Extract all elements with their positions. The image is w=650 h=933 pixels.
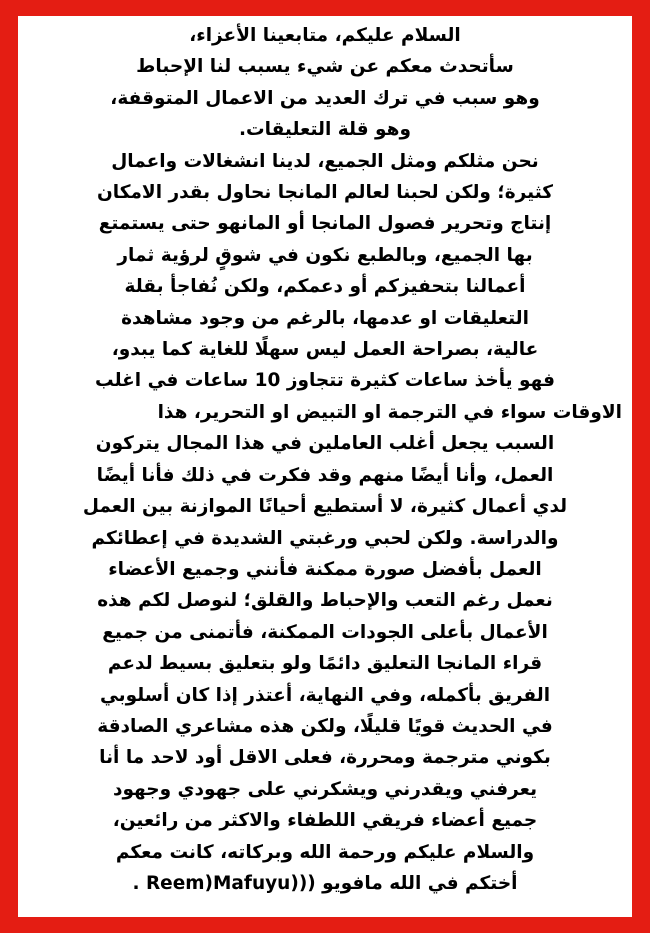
- signature-line: [28, 868, 622, 899]
- message-line: الأعمال بأعلى الجودات الممكنة، فأتمنى من جميع: [102, 621, 548, 643]
- message-line: نعمل رغم التعب والإحباط والقلق؛ لنوصل لكم هذه: [97, 590, 553, 612]
- message-panel: [18, 16, 632, 917]
- message-line: سأتحدث معكم عن شيء يسبب لنا الإحباط: [136, 56, 514, 78]
- message-line: والدراسة. ولكن لحبي ورغبتي الشديدة في إعطائكم: [91, 527, 559, 549]
- message-line: أعمالنا بتحفيزكم أو دعمكم، ولكن نُفاجأ بقلة: [124, 276, 526, 298]
- message-line: السبب يجعل أغلب العاملين في هذا المجال يتركون: [95, 433, 555, 455]
- signature-prefix: أختكم في الله مافويو ((: [298, 872, 518, 894]
- message-line: الفريق بأكمله، وفي النهاية، أعتذر إذا كان أسلوبي: [99, 684, 551, 706]
- signature-name: Reem)Mafuyu): [145, 872, 299, 894]
- message-line: بكوني مترجمة ومحررة، فعلى الاقل أود لاحد ما أنا: [99, 747, 551, 769]
- message-line: لدي أعمال كثيرة، لا أستطيع أحيانًا الموازنة بين العمل: [82, 496, 568, 518]
- message-line: الاوقات سواء في الترجمة او التبيض او التحرير، هذا: [157, 401, 622, 423]
- message-line: وهو قلة التعليقات.: [239, 119, 411, 141]
- message-line: قراء المانجا التعليق دائمًا ولو بتعليق بسيط لدعم: [107, 653, 543, 675]
- message-line: نحن مثلكم ومثل الجميع، لدينا انشغالات واعمال: [111, 150, 539, 172]
- message-line: العمل، وأنا أيضًا منهم وقد فكرت في ذلك فأنا أيضًا: [96, 464, 554, 486]
- message-line: جميع أعضاء فريقي اللطفاء والاكثر من رائعين،: [112, 810, 538, 832]
- message-line: في الحديث قويًا قليلًا، ولكن هذه مشاعري الصادقة: [97, 715, 553, 737]
- message-line: السلام عليكم، متابعينا الأعزاء،: [189, 25, 461, 46]
- message-line: عالية، بصراحة العمل ليس سهلًا للغاية كما يبدو،: [111, 339, 539, 361]
- signature-suffix: .: [132, 872, 146, 894]
- message-line: التعليقات او عدمها، بالرغم من وجود مشاهدة: [121, 307, 529, 329]
- message-line: بها الجميع، وبالطبع نكون في شوقٍ لرؤية ثمار: [117, 244, 533, 266]
- message-line: والسلام عليكم ورحمة الله وبركاته، كانت معكم: [115, 841, 535, 863]
- message-body: [28, 20, 622, 899]
- message-line: وهو سبب في ترك العديد من الاعمال المتوقفة،: [110, 87, 540, 109]
- message-line: إنتاج وتحرير فصول المانجا أو المانهو حتى يستمتع: [98, 213, 552, 235]
- message-line: كثيرة؛ ولكن لحبنا لعالم المانجا نحاول بقدر الامكان: [96, 182, 554, 204]
- message-line: فهو يأخذ ساعات كثيرة تتجاوز 10 ساعات في اغلب: [95, 370, 555, 392]
- message-line: العمل بأفضل صورة ممكنة فأنني وجميع الأعضاء: [108, 558, 542, 580]
- message-line: يعرفني ويقدرني ويشكرني على جهودي وجهود: [112, 778, 538, 800]
